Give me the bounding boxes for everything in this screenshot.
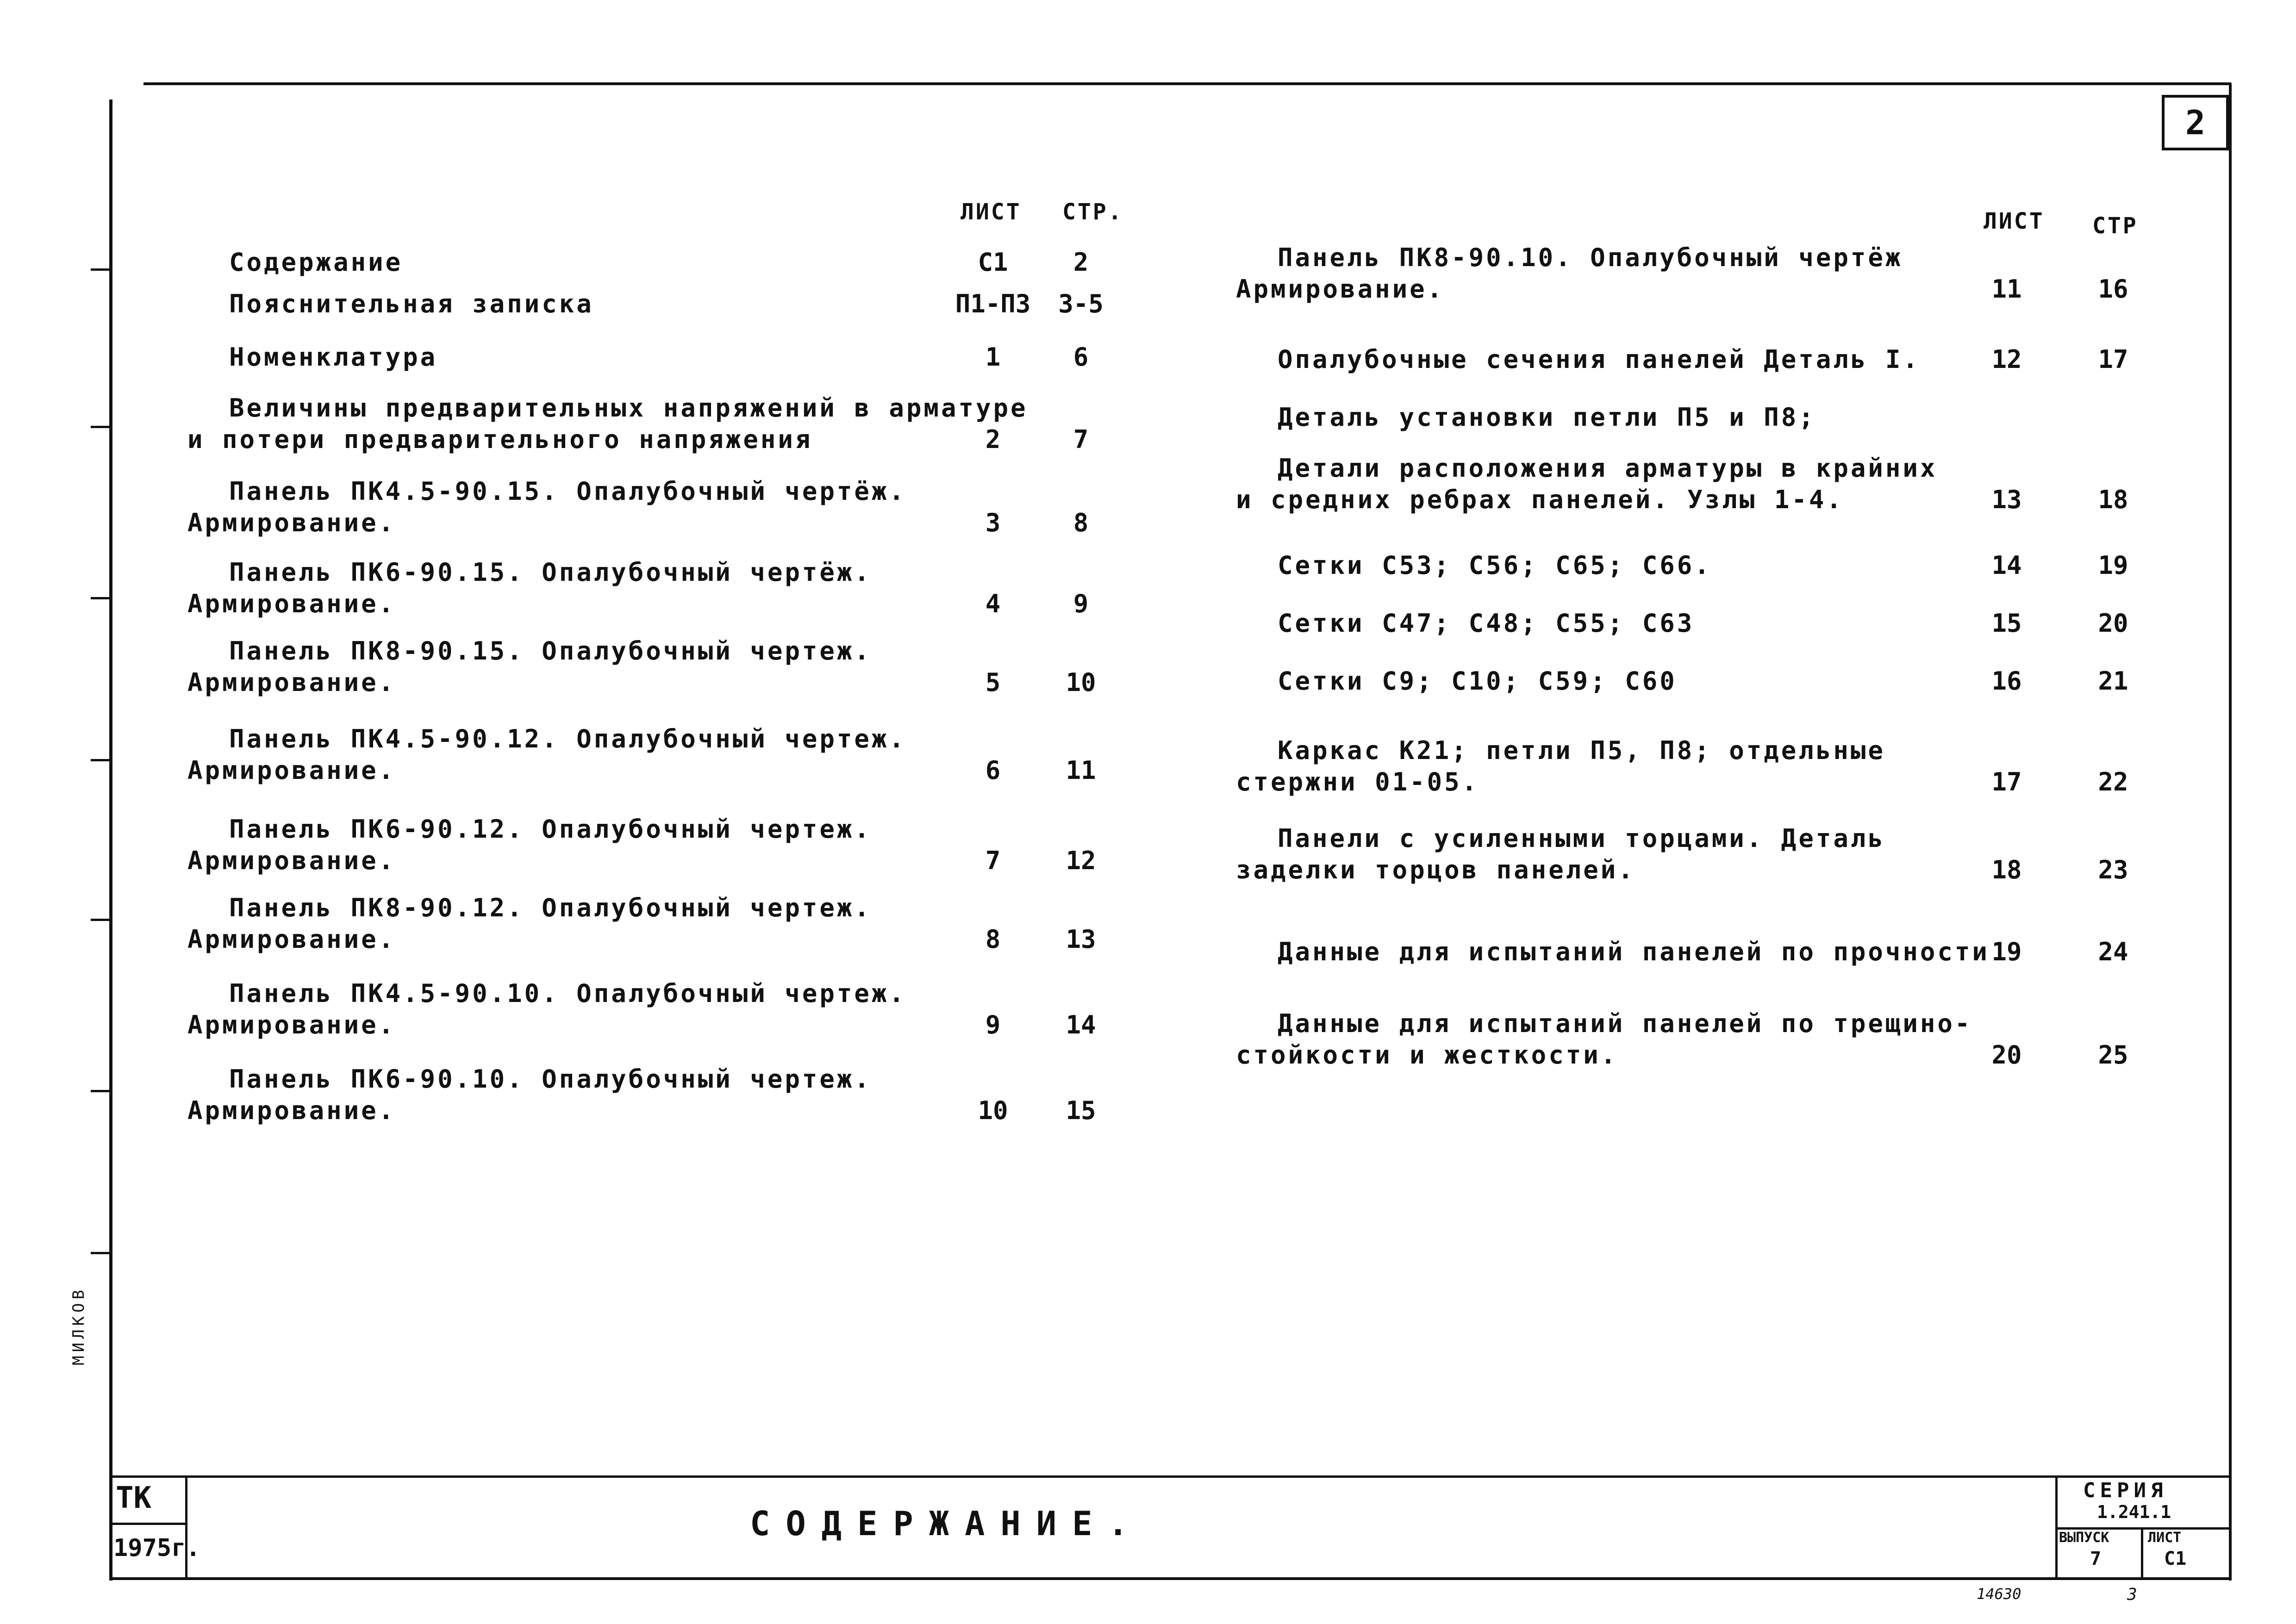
left-entry-sheet: 7 — [985, 846, 1001, 875]
left-entry-text: Армирование. — [187, 668, 396, 697]
left-entry-text: Панель ПК6-90.12. Опалубочный чертеж. — [229, 815, 872, 844]
footer-sheet-count: 3 — [2127, 1585, 2137, 1604]
left-entry-sheet: 8 — [985, 925, 1001, 954]
left-entry-page: 2 — [1073, 248, 1089, 277]
sheet-label: ЛИСТ — [2148, 1530, 2182, 1546]
left-entry-sheet: 4 — [985, 589, 1001, 618]
left-entry-page: 9 — [1073, 589, 1089, 618]
left-entry-text: Панель ПК8-90.12. Опалубочный чертеж. — [229, 893, 872, 922]
right-entry-page: 24 — [2098, 937, 2128, 966]
frame-bottom-line — [109, 1577, 2232, 1580]
right-entry-page: 23 — [2098, 855, 2128, 884]
left-entry-page: 14 — [1066, 1010, 1096, 1039]
left-entry-sheet: 2 — [985, 425, 1001, 454]
left-entry-sheet: 9 — [985, 1010, 1001, 1039]
right-entry-sheet: 20 — [1991, 1040, 2022, 1070]
left-entry-text: Армирование. — [187, 589, 396, 618]
right-entry-page: 20 — [2098, 609, 2128, 638]
right-entry-sheet: 14 — [1991, 551, 2022, 580]
right-entry-page: 18 — [2098, 485, 2128, 514]
series-value: 1.241.1 — [2097, 1502, 2171, 1522]
left-entry-text: Пояснительная записка — [229, 289, 594, 318]
left-entry-text: Армирование. — [187, 1010, 396, 1039]
issue-value: 7 — [2090, 1548, 2102, 1569]
left-entry-text: Армирование. — [187, 846, 396, 875]
fold-mark — [91, 1090, 109, 1092]
left-entry-text: Армирование. — [187, 925, 396, 954]
right-entry-text: и средних ребрах панелей. Узлы 1-4. — [1236, 485, 1844, 514]
frame-top-line — [144, 82, 2231, 85]
left-entry-sheet: 5 — [985, 668, 1001, 697]
title-block-divider — [2141, 1527, 2143, 1577]
fold-mark — [91, 1252, 109, 1254]
right-entry-text: заделки торцов панелей. — [1236, 855, 1635, 884]
drawing-title: СОДЕРЖАНИЕ. — [750, 1504, 1144, 1543]
right-header-page: СТР — [2092, 213, 2138, 239]
right-entry-text: Данные для испытаний панелей по трещино- — [1278, 1009, 1972, 1038]
right-entry-text: Сетки С9; С10; С59; С60 — [1278, 666, 1677, 696]
fold-mark — [91, 597, 109, 599]
left-entry-page: 3-5 — [1058, 289, 1104, 318]
left-entry-sheet: 6 — [985, 756, 1001, 785]
left-entry-text: Панель ПК4.5-90.12. Опалубочный чертеж. — [229, 724, 906, 753]
footer-inventory-number: 14630 — [1977, 1585, 2021, 1603]
right-entry-text: Сетки С53; С56; С65; С66. — [1278, 551, 1712, 580]
left-entry-text: Панель ПК6-90.15. Опалубочный чертёж. — [229, 558, 872, 587]
left-entry-text: Армирование. — [187, 508, 396, 537]
right-entry-sheet: 12 — [1991, 345, 2022, 374]
title-block-divider — [185, 1475, 187, 1577]
left-entry-text: Панель ПК4.5-90.10. Опалубочный чертеж. — [229, 979, 906, 1008]
left-entry-text: Величины предварительных напряжений в арматуре — [229, 393, 1028, 423]
right-entry-text: Данные для испытаний панелей по прочности — [1278, 937, 1990, 966]
right-entry-page: 17 — [2098, 345, 2128, 374]
right-entry-sheet: 11 — [1991, 274, 2022, 304]
right-entry-page: 25 — [2098, 1040, 2128, 1070]
left-entry-page: 11 — [1066, 756, 1096, 785]
issue-label: ВЫПУСК — [2059, 1530, 2109, 1546]
left-entry-page: 7 — [1073, 425, 1089, 454]
right-entry-text: Каркас К21; петли П5, П8; отдельные — [1278, 736, 1885, 765]
right-entry-sheet: 19 — [1991, 937, 2022, 966]
right-entry-text: Панели с усиленными торцами. Деталь — [1278, 824, 1885, 853]
left-entry-text: Панель ПК8-90.15. Опалубочный чертеж. — [229, 636, 872, 666]
page-number: 2 — [2162, 95, 2229, 150]
right-entry-page: 16 — [2098, 274, 2128, 304]
left-entry-page: 8 — [1073, 508, 1089, 537]
left-entry-page: 13 — [1066, 925, 1096, 954]
left-entry-sheet: 10 — [978, 1096, 1008, 1125]
left-entry-page: 12 — [1066, 846, 1096, 875]
right-entry-page: 22 — [2098, 767, 2128, 796]
right-entry-sheet: 16 — [1991, 666, 2022, 696]
left-entry-page: 15 — [1066, 1096, 1096, 1125]
margin-note: МИЛКОВ — [69, 1286, 88, 1365]
sheet-value: С1 — [2164, 1548, 2187, 1569]
right-entry-sheet: 18 — [1991, 855, 2022, 884]
right-entry-page: 21 — [2098, 666, 2128, 696]
title-block-divider — [2055, 1475, 2058, 1577]
right-entry-text: Панель ПК8-90.10. Опалубочный чертёж — [1278, 243, 1903, 272]
right-header-sheet: ЛИСТ — [1984, 208, 2045, 234]
left-entry-text: Армирование. — [187, 756, 396, 785]
right-entry-sheet: 17 — [1991, 767, 2022, 796]
right-entry-text: Опалубочные сечения панелей Деталь I. — [1278, 345, 1920, 374]
left-entry-page: 10 — [1066, 668, 1096, 697]
right-entry-text: стержни 01-05. — [1236, 767, 1479, 796]
series-label: СЕРИЯ — [2083, 1479, 2168, 1502]
left-entry-sheet: П1-П3 — [955, 289, 1031, 318]
left-entry-sheet: С1 — [978, 248, 1008, 277]
fold-mark — [91, 919, 109, 921]
left-entry-sheet: 3 — [985, 508, 1001, 537]
frame-right-line — [2229, 83, 2232, 1580]
left-entry-sheet: 1 — [985, 342, 1001, 372]
left-entry-text: Содержание — [229, 248, 403, 277]
right-entry-sheet: 13 — [1991, 485, 2022, 514]
right-entry-sheet: 15 — [1991, 609, 2022, 638]
right-entry-text: Детали расположения арматуры в крайних — [1278, 454, 1938, 483]
left-header-page: СТР. — [1062, 199, 1123, 225]
left-entry-text: Панель ПК4.5-90.15. Опалубочный чертёж. — [229, 477, 906, 506]
right-entry-text: Армирование. — [1236, 274, 1445, 304]
right-entry-text: стойкости и жесткости. — [1236, 1040, 1618, 1070]
right-entry-text: Деталь установки петли П5 и П8; — [1278, 403, 1816, 432]
fold-mark — [91, 759, 109, 761]
fold-mark — [91, 268, 109, 271]
left-entry-text: Номенклатура — [229, 342, 438, 372]
right-entry-page: 19 — [2098, 551, 2128, 580]
left-entry-page: 6 — [1073, 342, 1089, 372]
title-block-top-line — [109, 1475, 2232, 1478]
left-header-sheet: ЛИСТ — [961, 199, 1022, 225]
fold-mark — [91, 426, 109, 428]
title-block-divider — [109, 1523, 186, 1525]
left-entry-text: Панель ПК6-90.10. Опалубочный чертеж. — [229, 1064, 872, 1094]
left-entry-text: и потери предварительного напряжения — [187, 425, 813, 454]
frame-left-line — [109, 100, 112, 1580]
year: 1975г. — [113, 1534, 200, 1562]
left-entry-text: Армирование. — [187, 1096, 396, 1125]
org-code: ТК — [116, 1481, 152, 1515]
right-entry-text: Сетки С47; С48; С55; С63 — [1278, 609, 1695, 638]
